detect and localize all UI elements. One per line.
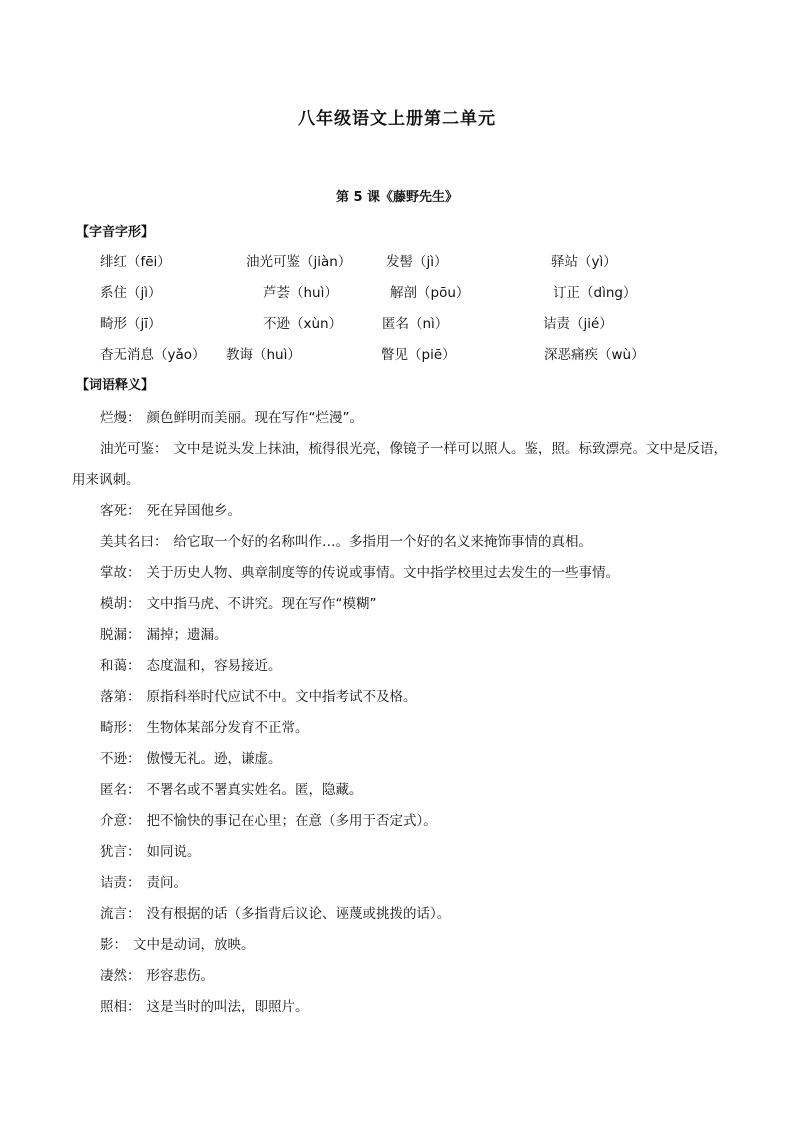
vocabulary-term: 诘责： — [100, 875, 141, 891]
pronunciation-item: 杳无消息（yǎo） — [100, 347, 206, 363]
vocabulary-term: 不逊： — [100, 751, 141, 767]
vocabulary-item — [72, 403, 732, 434]
pronunciation-item: 系住（jì） — [100, 285, 162, 301]
vocabulary-definition: 如同说。 — [146, 844, 201, 860]
pronunciation-item: 匿名（nì） — [382, 316, 449, 332]
vocabulary-definition: 没有根据的话（多指背后议论、诬蔑或挑拨的话）。 — [146, 906, 451, 922]
vocabulary-definition: 不署名或不署真实姓名。匿，隐藏。 — [146, 782, 363, 798]
pronunciation-item: 芦荟（huì） — [263, 285, 338, 301]
vocabulary-term: 美其名曰： — [100, 534, 168, 550]
vocabulary-term: 影： — [100, 937, 127, 953]
pronunciation-item: 油光可鉴（jiàn） — [246, 254, 352, 270]
vocabulary-item — [72, 527, 732, 558]
vocabulary-definition: 死在异国他乡。 — [146, 503, 241, 519]
vocabulary-term: 烂熳： — [100, 410, 141, 426]
vocabulary-term: 流言： — [100, 906, 141, 922]
vocabulary-term: 模胡： — [100, 596, 141, 612]
vocabulary-item — [72, 868, 732, 899]
vocabulary-term: 客死： — [100, 503, 141, 519]
pronunciation-item: 绯红（fēi） — [100, 254, 171, 270]
vocabulary-definition: 傲慢无礼。逊，谦虚。 — [146, 751, 282, 767]
pronunciation-item: 诘责（jié） — [543, 316, 613, 332]
vocabulary-definition: 文中是说头发上抹油，梳得很光亮，像镜子一样可以照人。鉴，照。标致漂亮。文中是反语，用来讽刺。 — [72, 441, 727, 488]
pronunciation-item: 教诲（huì） — [226, 347, 301, 363]
pronunciation-item: 深恶痛疾（wù） — [544, 347, 645, 363]
vocabulary-term: 和蔼： — [100, 658, 141, 674]
pronunciation-item: 驿站（yì） — [551, 254, 617, 270]
vocabulary-item — [72, 744, 732, 775]
vocabulary-item — [72, 899, 732, 930]
vocabulary-term: 畸形： — [100, 720, 141, 736]
vocabulary-definition: 责问。 — [146, 875, 187, 891]
vocabulary-item — [72, 496, 732, 527]
vocabulary-term: 凄然： — [100, 968, 141, 984]
vocabulary-item — [72, 589, 732, 620]
vocabulary-definition: 漏掉；遗漏。 — [146, 627, 228, 643]
pronunciation-item: 订正（dìng） — [553, 285, 637, 301]
vocabulary-term: 油光可鉴： — [100, 441, 168, 457]
vocabulary-definition: 生物体某部分发育不正常。 — [146, 720, 309, 736]
vocabulary-term: 匿名： — [100, 782, 141, 798]
vocabulary-definition: 给它取一个好的名称叫作…。多指用一个好的名义来掩饰事情的真相。 — [173, 534, 592, 550]
vocabulary-term: 落第： — [100, 689, 141, 705]
vocabulary-term: 脱漏： — [100, 627, 141, 643]
vocabulary-item — [72, 558, 732, 589]
vocabulary-definition: 把不愉快的事记在心里；在意（多用于否定式）。 — [146, 813, 437, 829]
vocabulary-item — [72, 434, 732, 496]
vocabulary-item — [72, 961, 732, 992]
vocabulary-heading: 【词语释义】 — [76, 378, 155, 393]
vocabulary-term: 掌故： — [100, 565, 141, 581]
pronunciation-item: 瞥见（piē） — [381, 347, 456, 363]
vocabulary-item — [72, 992, 732, 1023]
pronunciation-item: 解剖（pōu） — [390, 285, 470, 301]
vocabulary-definition: 文中是动词，放映。 — [133, 937, 255, 953]
vocabulary-term: 介意： — [100, 813, 141, 829]
pronunciation-item: 畸形（jī） — [100, 316, 162, 332]
vocabulary-list — [72, 403, 732, 1023]
vocabulary-item — [72, 651, 732, 682]
vocabulary-item — [72, 713, 732, 744]
vocabulary-definition: 关于历史人物、典章制度等的传说或事情。文中指学校里过去发生的一些事情。 — [146, 565, 619, 581]
pronunciation-item: 不逊（xùn） — [263, 316, 343, 332]
vocabulary-definition: 形容悲伤。 — [146, 968, 214, 984]
page-title: 八年级语文上册第二单元 — [298, 109, 496, 129]
vocabulary-term: 犹言： — [100, 844, 141, 860]
vocabulary-item — [72, 620, 732, 651]
lesson-title: 第 5 课《藤野先生》 — [335, 190, 459, 205]
vocabulary-item — [72, 930, 732, 961]
vocabulary-definition: 颜色鲜明而美丽。现在写作“烂漫”。 — [146, 410, 363, 426]
vocabulary-definition: 态度温和，容易接近。 — [146, 658, 282, 674]
pronunciation-heading: 【字音字形】 — [76, 225, 155, 240]
vocabulary-definition: 文中指马虎、不讲究。现在写作“模糊” — [146, 596, 377, 612]
vocabulary-definition: 这是当时的叫法，即照片。 — [146, 999, 309, 1015]
vocabulary-item — [72, 806, 732, 837]
vocabulary-item — [72, 775, 732, 806]
vocabulary-item — [72, 682, 732, 713]
vocabulary-term: 照相： — [100, 999, 141, 1015]
pronunciation-item: 发髻（jì） — [386, 254, 448, 270]
vocabulary-item — [72, 837, 732, 868]
vocabulary-definition: 原指科举时代应试不中。文中指考试不及格。 — [146, 689, 417, 705]
